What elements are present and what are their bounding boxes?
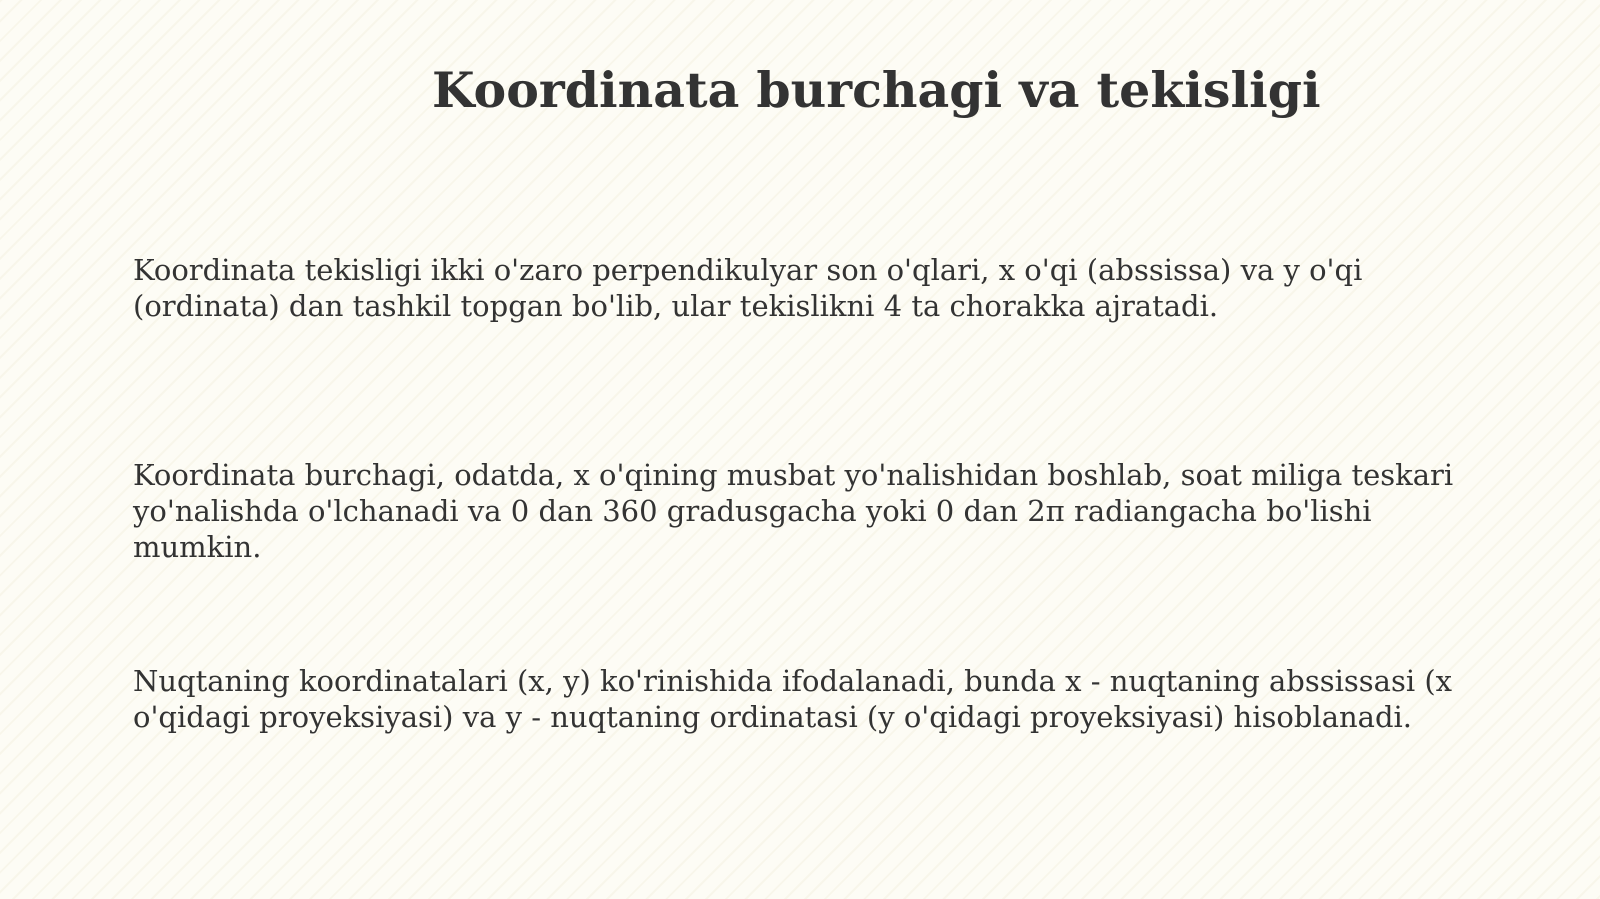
paragraph-coordinate-plane: Koordinata tekisligi ikki o'zaro perpendikulyar son o'qlari, x o'qi (abssissa) va y o'qi (ordinata) dan tashkil topgan bo'lib, ular tekislikni 4 ta chorakka ajratadi.	[133, 253, 1363, 323]
slide-title: Koordinata burchagi va tekisligi	[432, 61, 1321, 119]
slide-title-container	[0, 58, 1600, 122]
paragraph-coordinate-angle: Koordinata burchagi, odatda, x o'qining musbat yo'nalishidan boshlab, soat miliga teskari yo'nalishda o'lchanadi va 0 dan 360 gradusgacha yoki 0 dan 2π radiangacha bo'lishi mumkin.	[133, 458, 1454, 564]
paragraph-point-coordinates: Nuqtaning koordinatalari (x, y) ko'rinishida ifodalanadi, bunda x - nuqtaning abssissasi (x o'qidagi proyeksiyasi) va y - nuqtaning ordinatasi (y o'qidagi proyeksiyasi) hisoblanadi.	[133, 664, 1452, 734]
